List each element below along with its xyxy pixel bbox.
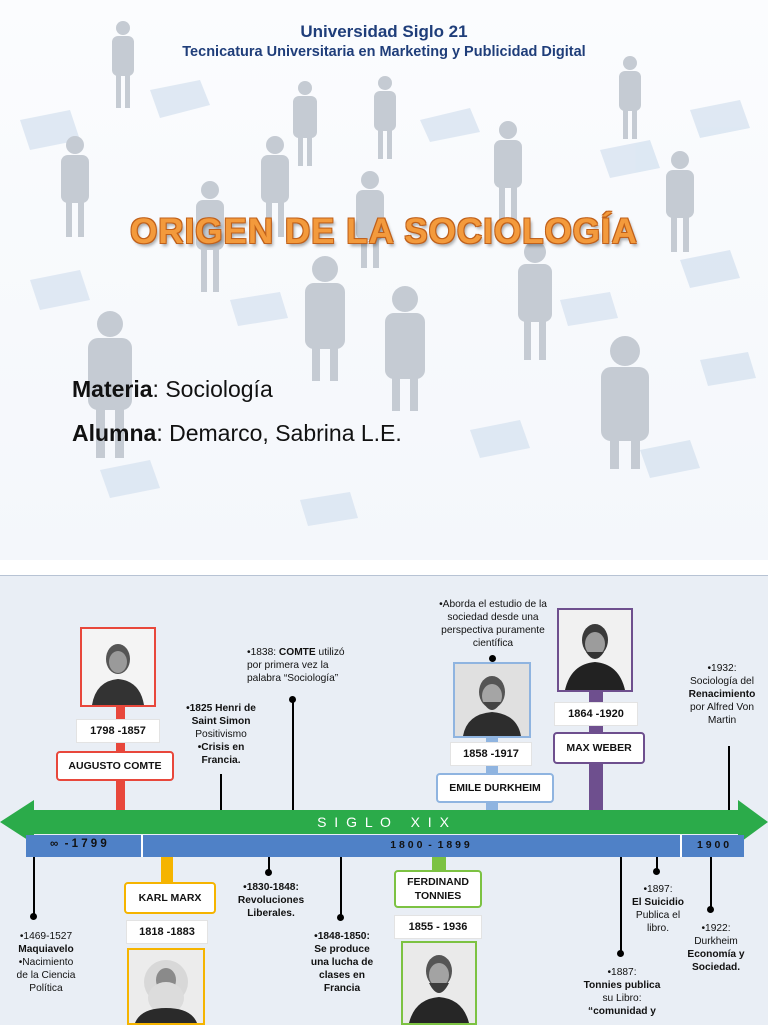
slide-title: ORIGEN DE LA SOCIOLOGÍA (130, 212, 638, 251)
durkheim-name: EMILE DURKHEIM (436, 773, 554, 803)
event-1932: •1932: Sociología del Renacimiento por Alfred Von Martin (688, 663, 756, 726)
comte-years: 1798 -1857 (76, 719, 160, 743)
university-name: Universidad Siglo 21 (300, 22, 468, 41)
tonnies-portrait (401, 941, 477, 1025)
event-1848: •1848-1850: Se produce una lucha de clases en Francia (310, 931, 374, 994)
subject-label: Materia (72, 376, 153, 402)
weber-name: MAX WEBER (553, 732, 645, 764)
event-1897-marker (653, 868, 660, 875)
event-1830-stem (268, 857, 270, 871)
event-1469: •1469-1527 Maquiavelo •Nacimiento de la Ciencia Política (16, 931, 76, 994)
comte-name: AUGUSTO COMTE (56, 751, 174, 781)
program-name: Tecnicatura Universitaria en Marketing y Publicidad Digital (182, 44, 586, 60)
event-1838-stem (292, 700, 294, 810)
tonnies-name: FERDINAND TONNIES (394, 870, 482, 908)
marx-portrait (127, 948, 205, 1025)
tonnies-photo (403, 943, 475, 1023)
weber-portrait (557, 608, 633, 692)
student-label: Alumna (72, 420, 157, 446)
event-1897: •1897: El Suicidio Publica el libro. (631, 884, 685, 934)
subject-value: : Sociología (152, 376, 273, 402)
comte-portrait (80, 627, 156, 707)
marx-photo (129, 950, 203, 1023)
event-1469-stem (33, 857, 35, 915)
student-value: : Demarco, Sabrina L.E. (156, 420, 402, 446)
event-1932-stem (728, 746, 730, 810)
event-1887: •1887: Tonnies publica su Libro: “comunidad y (583, 967, 661, 1017)
durkheim-photo (455, 664, 529, 736)
segment-1800-1899: 1 8 0 0 - 1 8 9 9 (390, 839, 470, 851)
durkheim-note: •Aborda el estudio de la sociedad desde una perspectiva puramente científica (439, 599, 547, 649)
marx-years: 1818 -1883 (126, 920, 208, 944)
durkheim-years: 1858 -1917 (450, 742, 532, 766)
event-1830: •1830-1848: Revoluciones Liberales. (237, 882, 305, 919)
weber-photo (559, 610, 631, 690)
event-1922-marker (707, 906, 714, 913)
student-line (72, 420, 402, 447)
weber-years: 1864 -1920 (554, 702, 638, 726)
event-1825-stem (220, 774, 222, 810)
event-1848-marker (337, 914, 344, 921)
event-1825: •1825 Henri de Saint Simon Positivismo •Crisis en Francia. (186, 703, 256, 766)
event-1838: •1838: COMTE utilizó por primera vez la palabra “Sociología” (247, 647, 345, 684)
event-1887-marker (617, 950, 624, 957)
subject-line (72, 376, 273, 403)
segment-1900: 1 9 0 0 (696, 839, 730, 851)
marx-name: KARL MARX (124, 882, 216, 914)
segment-before-1800: ∞ - 1 7 9 9 (50, 838, 107, 850)
tonnies-years: 1855 - 1936 (394, 915, 482, 939)
durkheim-portrait (453, 662, 531, 738)
comte-photo (82, 629, 154, 705)
century-label: S I G L O X I X (317, 814, 451, 830)
event-1922: •1922: Durkheim Economía y Sociedad. (687, 923, 745, 973)
event-1848-stem (340, 857, 342, 917)
event-1922-stem (710, 857, 712, 907)
timeline-slide (0, 575, 768, 1025)
durkheim-note-marker (489, 655, 496, 662)
event-1469-marker (30, 913, 37, 920)
